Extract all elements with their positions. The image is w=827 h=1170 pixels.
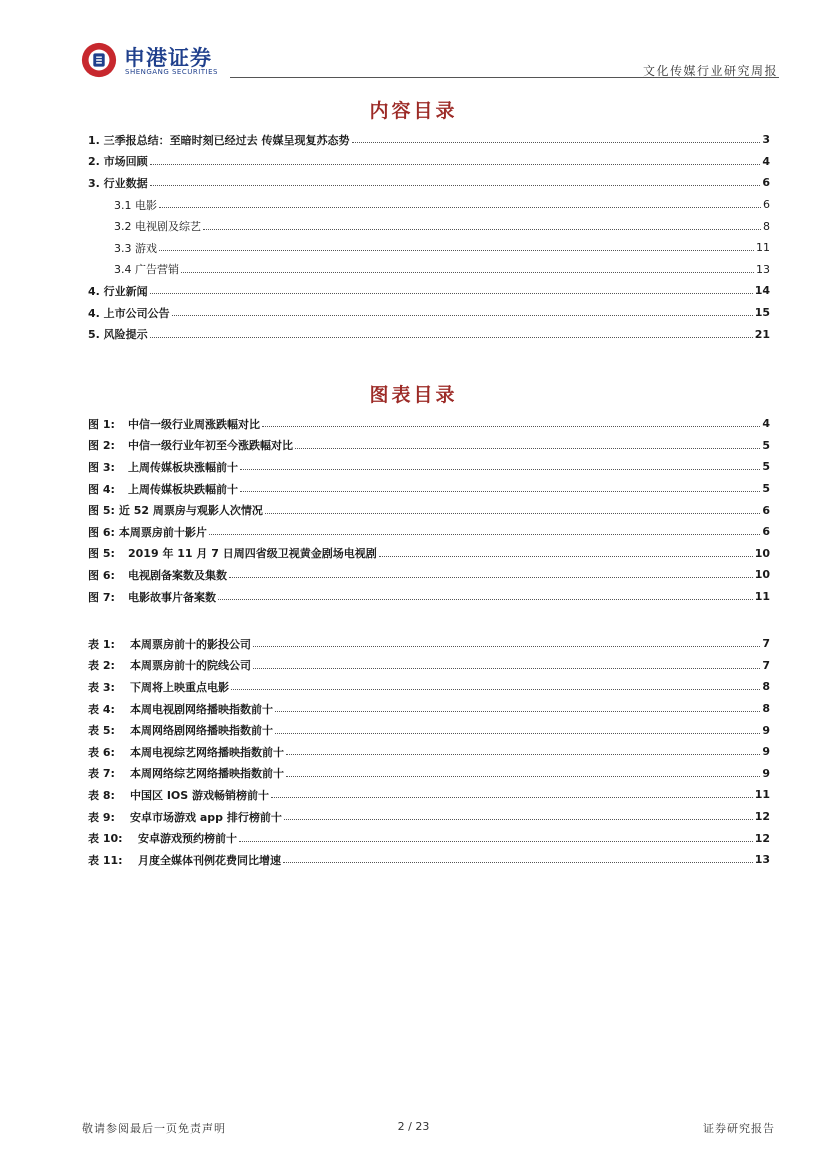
dot-leader — [150, 164, 761, 165]
figure-number: 图 3: — [88, 460, 115, 474]
toc-entry-label: 1. 三季报总结：至暗时刻已经过去 传媒呈现复苏态势 — [88, 133, 350, 147]
table-label: 中国区 IOS 游戏畅销榜前十 — [130, 788, 270, 802]
figure-label: 本周票房前十影片 — [118, 525, 207, 539]
figure-label: 电视剧备案数及集数 — [128, 568, 227, 582]
table-page: 8 — [762, 702, 770, 716]
dot-leader — [286, 754, 760, 755]
table-number: 表 3: — [88, 680, 115, 694]
document-type: 证券研究报告 — [703, 1122, 775, 1135]
dot-leader — [150, 185, 761, 186]
table-entry[interactable] — [88, 849, 770, 871]
table-label: 月度全媒体刊例花费同比增速 — [138, 853, 281, 867]
dot-leader — [159, 207, 761, 208]
figure-number: 图 5: — [88, 504, 115, 518]
table-number: 表 11: — [88, 853, 123, 867]
table-label: 本周电视综艺网络播映指数前十 — [130, 745, 284, 759]
table-page: 9 — [762, 745, 770, 759]
table-page: 12 — [754, 810, 770, 824]
tables-list — [88, 633, 770, 871]
table-number: 表 1: — [88, 637, 115, 651]
toc-entry-page: 13 — [756, 262, 770, 276]
toc-entry-label: 4. 行业新闻 — [88, 284, 148, 298]
toc-entry[interactable] — [88, 302, 770, 324]
table-number: 表 5: — [88, 724, 115, 738]
figure-page: 11 — [754, 590, 770, 604]
toc-entry-page: 3 — [762, 133, 770, 147]
table-entry[interactable] — [88, 763, 770, 785]
dot-leader — [275, 733, 760, 734]
figure-page: 5 — [762, 460, 770, 474]
figure-number: 图 2: — [88, 439, 115, 453]
dot-leader — [203, 229, 761, 230]
dot-leader — [218, 599, 753, 600]
table-label: 本周电视剧网络播映指数前十 — [130, 702, 273, 716]
dot-leader — [286, 776, 760, 777]
dot-leader — [253, 668, 760, 669]
table-number: 表 7: — [88, 767, 115, 781]
table-entry[interactable] — [88, 719, 770, 741]
toc-entry-page: 14 — [754, 284, 770, 298]
table-entry[interactable] — [88, 784, 770, 806]
figure-entry[interactable] — [88, 521, 770, 543]
toc-title: 内容目录 — [369, 100, 458, 122]
figures-title: 图表目录 — [369, 384, 458, 406]
dot-leader — [240, 491, 760, 492]
toc-entry-label: 3.1 电影 — [114, 198, 157, 212]
contents-list — [88, 129, 770, 345]
dot-leader — [379, 556, 753, 557]
report-type: 文化传媒行业研究周报 — [642, 64, 778, 78]
toc-entry-label: 3.3 游戏 — [114, 241, 157, 255]
toc-entry-page: 21 — [754, 327, 770, 341]
figure-entry[interactable] — [88, 413, 770, 435]
dot-leader — [283, 862, 753, 863]
figure-number: 图 4: — [88, 482, 115, 496]
table-page: 8 — [762, 680, 770, 694]
dot-leader — [240, 469, 760, 470]
figure-page: 10 — [754, 546, 770, 560]
figure-number: 图 6: — [88, 525, 115, 539]
table-label: 本周票房前十的影投公司 — [130, 637, 251, 651]
table-label: 安卓市场游戏 app 排行榜前十 — [130, 810, 282, 824]
table-label: 下周将上映重点电影 — [130, 680, 229, 694]
dot-leader — [229, 577, 753, 578]
disclaimer-note: 敬请参阅最后一页免责声明 — [82, 1122, 226, 1135]
table-page: 7 — [762, 637, 770, 651]
table-number: 表 6: — [88, 745, 115, 759]
toc-subentry[interactable] — [88, 194, 770, 216]
toc-entry-page: 8 — [763, 219, 770, 233]
table-entry[interactable] — [88, 633, 770, 655]
toc-entry-label: 5. 风险提示 — [88, 328, 148, 342]
table-page: 12 — [754, 831, 770, 845]
figure-entry[interactable] — [88, 543, 770, 565]
toc-entry-label: 3.4 广告营销 — [114, 263, 179, 277]
dot-leader — [172, 315, 753, 316]
table-page: 11 — [754, 788, 770, 802]
figure-entry[interactable] — [88, 456, 770, 478]
toc-entry-page: 6 — [762, 176, 770, 190]
toc-entry-label: 3.2 电视剧及综艺 — [114, 220, 201, 234]
figure-page: 6 — [762, 503, 770, 517]
company-name-en: SHENGANG SECURITIES — [125, 68, 218, 76]
figure-page: 10 — [754, 568, 770, 582]
toc-entry-label: 4. 上市公司公告 — [88, 306, 170, 320]
table-number: 表 10: — [88, 832, 123, 846]
figure-entry[interactable] — [88, 478, 770, 500]
figures-list — [88, 413, 770, 607]
dot-leader — [265, 513, 760, 514]
table-number: 表 8: — [88, 788, 115, 802]
figure-number: 图 5: — [88, 547, 115, 561]
table-label: 本周网络综艺网络播映指数前十 — [130, 767, 284, 781]
table-entry[interactable] — [88, 676, 770, 698]
table-entry[interactable] — [88, 806, 770, 828]
dot-leader — [150, 293, 753, 294]
figure-entry[interactable] — [88, 586, 770, 608]
page-header — [0, 0, 827, 90]
dot-leader — [231, 689, 760, 690]
table-number: 表 9: — [88, 810, 115, 824]
figure-label: 上周传媒板块跌幅前十 — [128, 482, 238, 496]
figure-number: 图 1: — [88, 417, 115, 431]
table-page: 9 — [762, 723, 770, 737]
table-number: 表 2: — [88, 659, 115, 673]
toc-entry[interactable] — [88, 172, 770, 194]
figure-entry[interactable] — [88, 435, 770, 457]
figure-page: 6 — [762, 525, 770, 539]
figure-label: 中信一级行业年初至今涨跌幅对比 — [128, 439, 293, 453]
table-entry[interactable] — [88, 655, 770, 677]
table-entry[interactable] — [88, 827, 770, 849]
toc-subentry[interactable] — [88, 215, 770, 237]
page-number: 2 / 23 — [397, 1120, 430, 1133]
dot-leader — [150, 337, 753, 338]
table-label: 本周网络剧网络播映指数前十 — [130, 724, 273, 738]
toc-entry-page: 6 — [763, 198, 770, 212]
toc-entry[interactable] — [88, 280, 770, 302]
figure-label: 电影故事片备案数 — [128, 590, 216, 604]
figure-number: 图 7: — [88, 590, 115, 604]
figure-entry[interactable] — [88, 564, 770, 586]
header-divider — [230, 77, 779, 78]
table-entry[interactable] — [88, 698, 770, 720]
figure-label: 近 52 周票房与观影人次情况 — [118, 504, 263, 518]
toc-entry-page: 11 — [756, 241, 770, 255]
dot-leader — [284, 819, 753, 820]
table-page: 7 — [762, 658, 770, 672]
dot-leader — [275, 711, 760, 712]
toc-entry[interactable] — [88, 151, 770, 173]
shengang-logo-icon — [80, 41, 118, 79]
company-name-cn: 申港证券 — [124, 46, 212, 70]
figure-entry[interactable] — [88, 499, 770, 521]
dot-leader — [253, 646, 760, 647]
table-page: 13 — [754, 853, 770, 867]
dot-leader — [271, 797, 753, 798]
figure-label: 2019 年 11 月 7 日周四省级卫视黄金剧场电视剧 — [128, 547, 377, 561]
figure-page: 5 — [762, 482, 770, 496]
toc-subentry[interactable] — [88, 237, 770, 259]
dot-leader — [209, 534, 760, 535]
toc-entry-label: 3. 行业数据 — [88, 176, 148, 190]
dot-leader — [262, 426, 760, 427]
figure-page: 4 — [762, 417, 770, 431]
company-logo — [80, 41, 230, 81]
dot-leader — [239, 841, 753, 842]
toc-entry-page: 15 — [754, 306, 770, 320]
figure-label: 中信一级行业周涨跌幅对比 — [128, 417, 260, 431]
dot-leader — [159, 250, 754, 251]
table-number: 表 4: — [88, 702, 115, 716]
toc-entry-label: 2. 市场回顾 — [88, 155, 148, 169]
table-entry[interactable] — [88, 741, 770, 763]
figure-label: 上周传媒板块涨幅前十 — [128, 460, 238, 474]
dot-leader — [295, 448, 760, 449]
toc-entry-page: 4 — [762, 154, 770, 168]
toc-subentry[interactable] — [88, 259, 770, 281]
toc-entry[interactable] — [88, 323, 770, 345]
figure-number: 图 6: — [88, 568, 115, 582]
table-label: 本周票房前十的院线公司 — [130, 659, 251, 673]
dot-leader — [352, 142, 761, 143]
table-page: 9 — [762, 766, 770, 780]
figure-page: 5 — [762, 438, 770, 452]
dot-leader — [181, 272, 754, 273]
page-footer — [0, 1120, 827, 1144]
table-label: 安卓游戏预约榜前十 — [138, 832, 237, 846]
toc-entry[interactable] — [88, 129, 770, 151]
